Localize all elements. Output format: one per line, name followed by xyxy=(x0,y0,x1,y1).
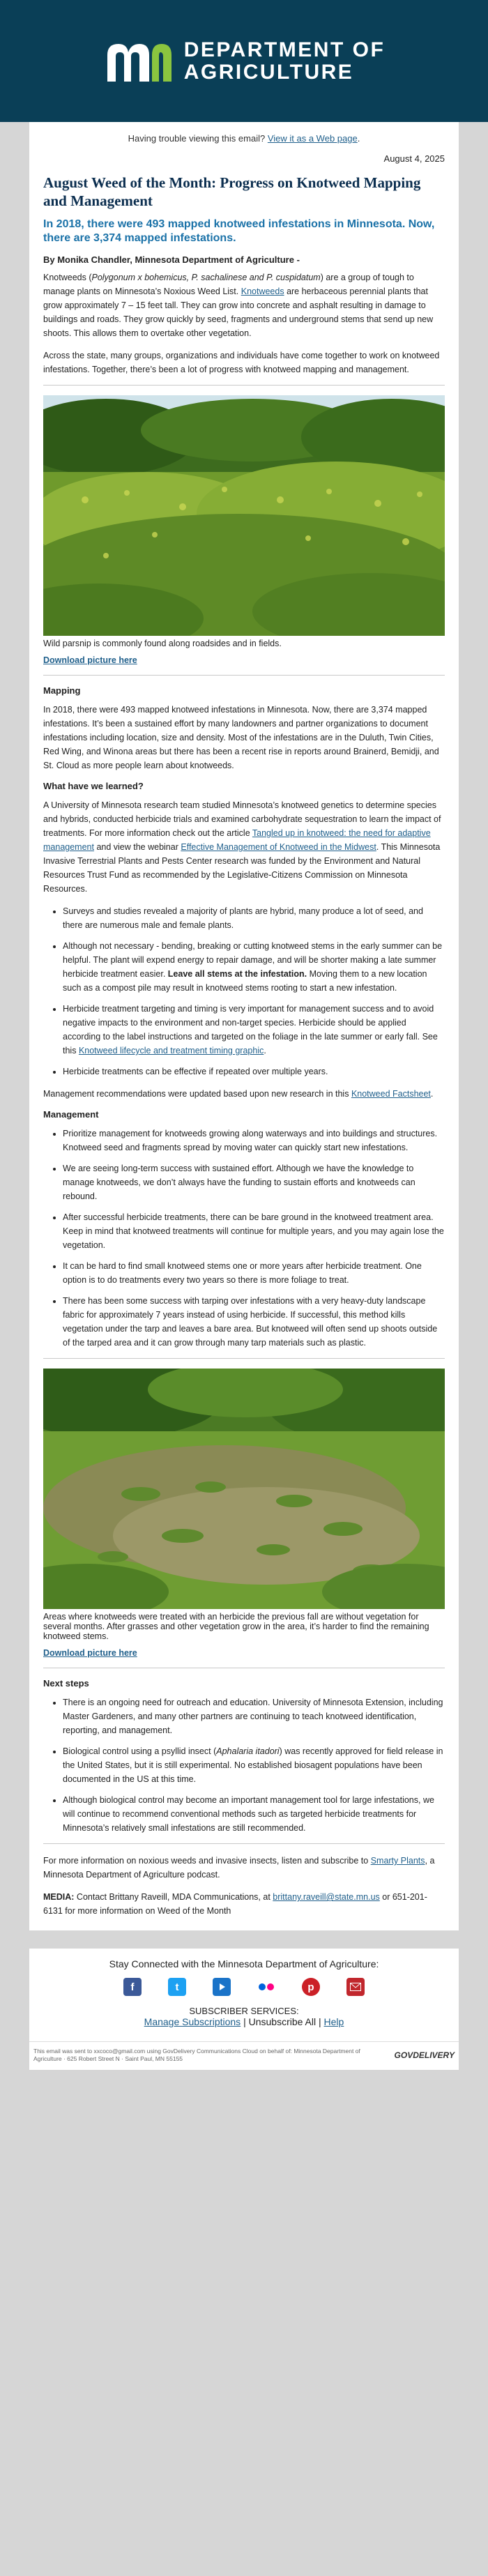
list-item-bold: Leave all stems at the infestation. xyxy=(167,969,307,980)
photo-1-caption: Wild parsnip is commonly found along roadsides and in fields. xyxy=(43,639,282,649)
management-list xyxy=(63,1127,445,1350)
knotweed-factsheet-link[interactable]: Knotweed Factsheet xyxy=(351,1089,431,1099)
legal-bar xyxy=(29,2041,459,2070)
media-email-link[interactable]: brittany.raveill@state.mn.us xyxy=(273,1892,380,1903)
list-item-text: . xyxy=(264,1046,266,1056)
email-footer xyxy=(29,1949,459,2041)
list-item: • After successful herbicide treatments, there can be bare ground in the knotweed treatment area. Keep in mind that knotweed treatments will continue for multiple years, and you may again lose the vegetation. xyxy=(63,1210,445,1252)
unsubscribe-all-link[interactable]: Unsubscribe All xyxy=(248,2016,317,2028)
learned-text-b: and view the webinar xyxy=(93,842,181,853)
list-item xyxy=(63,939,445,995)
divider xyxy=(43,385,445,386)
preheader xyxy=(43,122,445,151)
learned-text-c: . This Minnesota Invasive Terrestrial Plants and Pests Center research was funded by the Environment and Natural Resources Trust Fund as recommended by the Legislative-Citizens Commission on Minnesota Resources. xyxy=(43,842,441,894)
subscriber-services-title: SUBSCRIBER SERVICES: xyxy=(189,2006,299,2017)
list-item: • Herbicide treatments can be effective if repeated over multiple years. xyxy=(63,1065,445,1079)
intro-text-b: ) are a group of tough to manage plants on Minnesota’s Noxious Weed List. xyxy=(43,273,414,297)
intro-paragraph-1 xyxy=(43,270,445,340)
media-text-a: Contact Brittany Raveill, MDA Communications, at xyxy=(74,1892,273,1903)
learned-paragraph xyxy=(43,798,445,896)
mapping-paragraph: In 2018, there were 493 mapped knotweed infestations in Minnesota. Now, there are 3,374 mapped infestations. It’s been a sustained effort by many landowners and partner organizations to document infestations including location, size and density. Most of the infestations are in the Duluth, Twin Cities, Red Wing, and Winona areas but there has been a recent rise in reports around Brainerd, Bemidji, and St. Cloud as more people learn about knotweeds. xyxy=(43,705,439,771)
logo-wordmark xyxy=(184,39,386,83)
preheader-end: . xyxy=(357,133,360,144)
list-item-text: Moving them to a new location such as a compost pile may result in knotweed stems rooting to start a new infestation. xyxy=(63,969,427,993)
list-item-text: Herbicide treatment targeting and timing is very important for management success and to avoid negative impacts to the environment and non-target species. Herbicide should be applied according to the label instructions and targeted on the foliage in the late summer or early fall. See this xyxy=(63,1004,438,1056)
webinar-link[interactable]: Effective Management of Knotweed in the Midwest xyxy=(181,842,376,853)
photo-2-caption: Areas where knotweeds were treated with an herbicide the previous fall are without vegetation for several months. After grasses and other vegetation grow in the area, it’s harder to find the remaining knotweed stems. xyxy=(43,1612,429,1642)
intro-paragraph-2: Across the state, many groups, organizations and individuals have come together to work on knotweed infestations. Together, there’s been a lot of progress with knotweed mapping and management. xyxy=(43,351,440,375)
list-item: • Surveys and studies revealed a majority of plants are hybrid, many produce a lot of seed, and there are numerous male and female plants. xyxy=(63,904,445,932)
intro-text-a: Knotweeds ( xyxy=(43,273,92,283)
preheader-text: Having trouble viewing this email? xyxy=(128,133,266,144)
list-item-text: ) was recently approved for field release in the United States, but it is still experimental. No established biosagent populations have been documented in the US at this time. xyxy=(63,1746,443,1785)
twitter-icon[interactable]: t xyxy=(168,1978,186,1996)
subscriber-links xyxy=(29,2016,459,2027)
separator: | xyxy=(241,2016,249,2028)
lifecycle-graphic-link[interactable]: Knotweed lifecycle and treatment timing graphic xyxy=(78,1046,264,1056)
insect-name: Aphalaria itadori xyxy=(216,1746,280,1757)
youtube-icon[interactable] xyxy=(213,1978,231,1996)
podcast-text-a: For more information on noxious weeds and invasive insects, listen and subscribe to xyxy=(43,1856,371,1866)
divider xyxy=(43,1843,445,1844)
view-as-webpage-link[interactable]: View it as a Web page xyxy=(267,133,358,144)
flickr-dots xyxy=(258,1983,275,1991)
list-item: • We are seeing long-term success with sustained effort. Although we have the knowledge to manage knotweeds, we don’t always have the funding to sustain efforts and knotweeds can rebound. xyxy=(63,1161,445,1203)
email-icon[interactable] xyxy=(346,1978,365,1996)
list-item xyxy=(63,1744,445,1786)
knotweeds-link[interactable]: Knotweeds xyxy=(241,287,284,297)
next-steps-heading: Next steps xyxy=(43,1678,89,1689)
podcast-text-b: , a Minnesota Department of Agriculture podcast. xyxy=(43,1856,435,1880)
mapping-heading: Mapping xyxy=(43,685,81,696)
govdelivery-logo[interactable]: GOVDELIVERY xyxy=(394,2050,455,2061)
recs-text-b: . xyxy=(430,1089,434,1099)
recs-text-a: Management recommendations were updated based upon new research in this xyxy=(43,1089,351,1099)
knotweed-field-photo xyxy=(43,395,445,636)
podcast-paragraph xyxy=(43,1854,445,1882)
learned-list xyxy=(63,904,445,1079)
list-item: • There has been some success with tarping over infestations with a very heavy-duty landscape fabric for approximately 7 years instead of using herbicide. If successful, this method kills vegetation under the tarp and leaves a bare area. But knotweed will often send up shoots outside of the tarped area and it can grow through many tarp materials such as plastic. xyxy=(63,1294,445,1350)
media-text-b: or 651-201-6131 for more information on Weed of the Month xyxy=(43,1892,427,1916)
logo-line-2: AGRICULTURE xyxy=(183,60,354,84)
logo-line-1: DEPARTMENT OF xyxy=(183,38,386,61)
pinterest-icon[interactable]: p xyxy=(302,1978,320,1996)
tangled-up-article-link[interactable]: Tangled up in knotweed: the need for adaptive management xyxy=(43,828,431,853)
download-picture-1-link[interactable]: Download picture here xyxy=(43,655,137,666)
media-label: MEDIA: xyxy=(43,1892,75,1903)
mn-logo-icon xyxy=(103,40,173,83)
recommendations-paragraph xyxy=(43,1087,445,1101)
mda-logo[interactable] xyxy=(103,39,386,83)
manage-subscriptions-link[interactable]: Manage Subscriptions xyxy=(144,2016,241,2028)
social-links xyxy=(29,1978,459,1996)
flickr-icon[interactable] xyxy=(257,1978,275,1996)
legal-text: This email was sent to xxcoco@gmail.com using GovDelivery Communications Cloud on behalf of: Minnesota Department of Agriculture · 625 Robert Street N · Saint Paul, MN 55155 xyxy=(33,2048,360,2063)
help-link[interactable]: Help xyxy=(323,2016,344,2028)
species-names: Polygonum x bohemicus, P. sachalinese and P. cuspidatum xyxy=(91,273,321,283)
article-title: August Weed of the Month: Progress on Knotweed Mapping and Management xyxy=(43,174,421,210)
management-heading: Management xyxy=(43,1109,99,1120)
stay-connected-text: Stay Connected with the Minnesota Department of Agriculture: xyxy=(109,1958,379,1970)
email-header xyxy=(0,0,488,122)
list-item: • It can be hard to find small knotweed stems one or more years after herbicide treatment. One option is to do treatments every two years so there is more foliage to treat. xyxy=(63,1259,445,1287)
play-glyph xyxy=(217,1982,227,1992)
divider xyxy=(43,1358,445,1359)
divider xyxy=(43,675,445,676)
list-item xyxy=(63,1002,445,1058)
download-picture-2-link[interactable]: Download picture here xyxy=(43,1648,137,1659)
envelope-glyph xyxy=(350,1983,361,1991)
issue-date: August 4, 2025 xyxy=(383,153,445,164)
treated-area-photo xyxy=(43,1369,445,1609)
list-item: • Prioritize management for knotweeds growing along waterways and into buildings and structures. Knotweed seed and fragments spread by moving water can quickly start new infestations. xyxy=(63,1127,445,1154)
list-item-text: Biological control using a psyllid insect ( xyxy=(63,1746,217,1757)
spacer xyxy=(0,1939,488,1949)
email-body xyxy=(29,122,459,1930)
list-item: • There is an ongoing need for outreach and education. University of Minnesota Extension, including Master Gardeners, and many other partners are continuing to teach knotweed identification, reporting, and management. xyxy=(63,1695,445,1737)
list-item-text: Although not necessary - bending, breaking or cutting knotweed stems in the early summer can be helpful. The plant will expend energy to repair damage, and will be shorter making a late summer herbicide treatment easier. xyxy=(63,941,443,980)
learned-text-a: A University of Minnesota research team studied Minnesota’s knotweed genetics to determine species and hybrids, conducted herbicide trials and examined carbohydrate sequestration to learn the impact of treatments. For more information check out the article xyxy=(43,800,441,839)
list-item: • Although biological control may become an important management tool for large infestations, we will continue to recommend conventional methods such as targeted herbicide treatments for Minnesota’s relatively small infestations are still recommended. xyxy=(63,1793,445,1835)
article-subhead: In 2018, there were 493 mapped knotweed infestations in Minnesota. Now, there are 3,374 mapped infestations. xyxy=(43,218,435,245)
spacer xyxy=(0,2070,488,2084)
next-steps-list xyxy=(63,1695,445,1835)
media-contact-paragraph xyxy=(43,1890,445,1930)
intro-text-c: are herbaceous perennial plants that grow approximately 7 – 15 feet tall. They can grow into concrete and asphalt resulting in damage to buildings and roads. They grow quickly by seed, fragments and underground stems that send up new shoots. This allows them to overtake other vegetation. xyxy=(43,287,434,339)
facebook-icon[interactable]: f xyxy=(123,1978,142,1996)
separator: | xyxy=(316,2016,324,2028)
learned-heading: What have we learned? xyxy=(43,781,144,792)
smarty-plants-link[interactable]: Smarty Plants xyxy=(370,1856,425,1866)
byline: By Monika Chandler, Minnesota Department of Agriculture - xyxy=(43,254,300,266)
